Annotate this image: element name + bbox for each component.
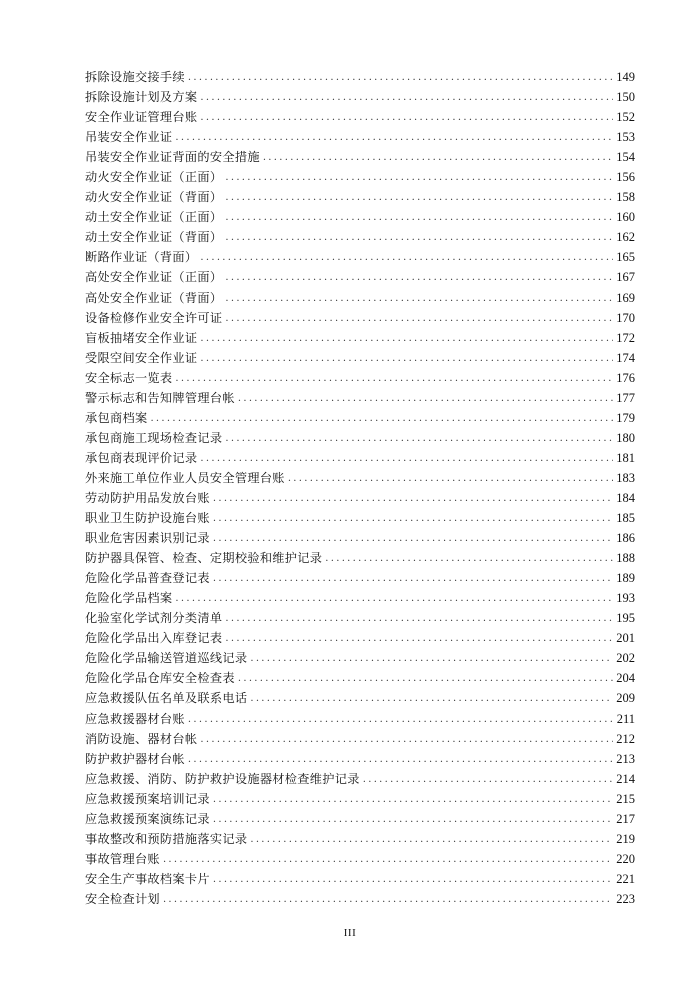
toc-entry-title: 应急救援预案演练记录 [85,811,210,826]
toc-entry-title: 断路作业证（背面） [85,250,198,265]
toc-entry-page-number: 223 [616,891,635,906]
toc-entry-page-number: 185 [616,511,635,526]
toc-entry-page-number: 169 [616,290,635,305]
dot-leader [200,329,613,349]
toc-entry-page-number: 201 [616,631,635,646]
toc-entry[interactable] [85,608,635,628]
toc-entry-page-number: 186 [616,531,635,546]
toc-entry-page-number: 211 [616,711,635,726]
toc-entry-page-number: 183 [616,470,635,485]
dot-leader [225,268,613,288]
dot-leader [200,349,613,369]
table-of-contents [85,67,635,909]
toc-entry-page-number: 153 [616,130,635,145]
dot-leader [213,810,613,830]
toc-entry[interactable] [85,688,635,708]
toc-entry-page-number: 189 [616,571,635,586]
toc-entry[interactable] [85,328,635,348]
toc-entry-page-number: 154 [616,150,635,165]
toc-entry[interactable] [85,87,635,107]
toc-entry-title: 动火安全作业证（正面） [85,170,223,185]
dot-leader [213,790,613,810]
toc-entry[interactable] [85,508,635,528]
toc-entry[interactable] [85,729,635,749]
toc-entry[interactable] [85,829,635,849]
toc-entry[interactable] [85,749,635,769]
toc-entry-title: 吊装安全作业证 [85,130,173,145]
dot-leader [200,248,613,268]
toc-entry-title: 职业卫生防护设施台账 [85,511,210,526]
toc-entry-page-number: 195 [616,611,635,626]
toc-entry[interactable] [85,408,635,428]
dot-leader [250,689,613,709]
toc-entry[interactable] [85,147,635,167]
dot-leader [225,309,613,329]
toc-entry[interactable] [85,869,635,889]
toc-entry-page-number: 167 [616,270,635,285]
dot-leader [213,529,613,549]
toc-entry[interactable] [85,548,635,568]
toc-entry-page-number: 204 [616,671,635,686]
dot-leader [225,429,613,449]
dot-leader [250,830,613,850]
dot-leader [225,228,613,248]
toc-entry-page-number: 217 [616,811,635,826]
toc-entry[interactable] [85,348,635,368]
toc-entry-title: 外来施工单位作业人员安全管理台账 [85,470,285,485]
toc-entry[interactable] [85,107,635,127]
toc-entry-page-number: 165 [616,250,635,265]
toc-entry-page-number: 150 [616,90,635,105]
toc-entry-page-number: 174 [616,350,635,365]
toc-entry[interactable] [85,267,635,287]
toc-entry-title: 拆除设施交接手续 [85,70,185,84]
toc-entry-title: 危险化学品档案 [85,591,173,606]
toc-entry[interactable] [85,588,635,608]
dot-leader [225,188,613,208]
dot-leader [238,669,613,689]
toc-entry-title: 应急救援预案培训记录 [85,791,210,806]
toc-entry[interactable] [85,568,635,588]
toc-entry-title: 设备检修作业安全许可证 [85,310,223,325]
toc-entry-page-number: 156 [616,170,635,185]
toc-entry[interactable] [85,648,635,668]
toc-entry-title: 消防设施、器材台帐 [85,731,198,746]
toc-entry-page-number: 149 [616,70,635,84]
toc-entry-page-number: 215 [616,791,635,806]
toc-entry-title: 动土安全作业证（正面） [85,210,223,225]
dot-leader [225,168,613,188]
toc-entry[interactable] [85,789,635,809]
toc-entry-page-number: 152 [616,110,635,125]
toc-entry-page-number: 176 [616,370,635,385]
toc-entry[interactable] [85,127,635,147]
dot-leader [200,449,613,469]
toc-entry-title: 化验室化学试剂分类清单 [85,611,223,626]
dot-leader [175,369,613,389]
toc-entry[interactable] [85,488,635,508]
toc-entry[interactable] [85,709,635,729]
toc-entry-page-number: 170 [616,310,635,325]
toc-entry-title: 危险化学品出入库登记表 [85,631,223,646]
toc-entry-page-number: 172 [616,330,635,345]
dot-leader [250,649,613,669]
toc-entry-title: 安全检查计划 [85,891,160,906]
dot-leader [238,389,613,409]
toc-entry-title: 吊装安全作业证背面的安全措施 [85,150,260,165]
toc-entry[interactable] [85,247,635,267]
toc-entry-title: 危险化学品普查登记表 [85,571,210,586]
toc-entry-title: 危险化学品输送管道巡线记录 [85,651,248,666]
toc-entry-title: 应急救援、消防、防护救护设施器材检查维护记录 [85,771,360,786]
dot-leader [150,409,613,429]
dot-leader [225,609,613,629]
dot-leader [175,128,613,148]
toc-entry-page-number: 184 [616,490,635,505]
toc-entry[interactable] [85,308,635,328]
toc-entry-title: 受限空间安全作业证 [85,350,198,365]
toc-entry-title: 警示标志和告知牌管理台帐 [85,390,235,405]
dot-leader [363,770,613,790]
toc-entry-title: 高处安全作业证（正面） [85,270,223,285]
dot-leader [225,208,613,228]
toc-entry-page-number: 162 [616,230,635,245]
dot-leader [213,569,613,589]
toc-entry-page-number: 188 [616,551,635,566]
toc-entry[interactable] [85,207,635,227]
toc-entry[interactable] [85,668,635,688]
dot-leader [325,549,613,569]
toc-entry-page-number: 220 [616,851,635,866]
toc-entry[interactable] [85,628,635,648]
toc-entry-title: 动火安全作业证（背面） [85,190,223,205]
toc-entry-title: 应急救援队伍名单及联系电话 [85,691,248,706]
toc-entry[interactable] [85,889,635,909]
toc-entry-title: 劳动防护用品发放台账 [85,490,210,505]
dot-leader [188,710,613,730]
toc-entry[interactable] [85,809,635,829]
toc-entry-page-number: 209 [616,691,635,706]
toc-entry-title: 事故管理台账 [85,851,160,866]
toc-entry[interactable] [85,227,635,247]
toc-entry-title: 应急救援器材台账 [85,711,185,726]
toc-entry-page-number: 219 [616,831,635,846]
toc-entry-title: 安全作业证管理台账 [85,110,198,125]
dot-leader [163,850,613,870]
toc-entry-title: 危险化学品仓库安全检查表 [85,671,235,686]
dot-leader [200,88,613,108]
toc-entry[interactable] [85,167,635,187]
toc-entry-page-number: 179 [616,410,635,425]
toc-entry[interactable] [85,468,635,488]
dot-leader [288,469,613,489]
toc-entry-page-number: 212 [616,731,635,746]
toc-entry-page-number: 213 [616,751,635,766]
dot-leader [225,629,613,649]
dot-leader [188,68,613,88]
toc-entry-title: 安全生产事故档案卡片 [85,871,210,886]
toc-entry[interactable] [85,528,635,548]
toc-entry-page-number: 221 [616,871,635,886]
toc-entry[interactable] [85,428,635,448]
toc-entry-title: 高处安全作业证（背面） [85,290,223,305]
dot-leader [163,890,613,910]
toc-entry-title: 安全标志一览表 [85,370,173,385]
dot-leader [200,108,613,128]
toc-entry-title: 承包商档案 [85,410,148,425]
dot-leader [200,730,613,750]
toc-entry[interactable] [85,849,635,869]
toc-entry-page-number: 214 [616,771,635,786]
toc-entry[interactable] [85,187,635,207]
dot-leader [225,289,613,309]
toc-entry-page-number: 202 [616,651,635,666]
toc-entry-page-number: 181 [616,450,635,465]
toc-entry[interactable] [85,67,635,87]
toc-entry-title: 职业危害因素识别记录 [85,531,210,546]
toc-entry-title: 承包商表现评价记录 [85,450,198,465]
toc-entry[interactable] [85,769,635,789]
toc-entry-title: 动土安全作业证（背面） [85,230,223,245]
dot-leader [263,148,613,168]
toc-entry-page-number: 160 [616,210,635,225]
toc-entry-title: 防护器具保管、检查、定期校验和维护记录 [85,551,323,566]
toc-entry-page-number: 193 [616,591,635,606]
dot-leader [213,489,613,509]
toc-entry-title: 事故整改和预防措施落实记录 [85,831,248,846]
toc-entry-page-number: 180 [616,430,635,445]
toc-entry[interactable] [85,288,635,308]
dot-leader [175,589,613,609]
toc-entry[interactable] [85,448,635,468]
dot-leader [213,509,613,529]
toc-entry-page-number: 177 [616,390,635,405]
toc-entry-page-number: 158 [616,190,635,205]
toc-entry[interactable] [85,368,635,388]
dot-leader [213,870,613,890]
page-number: III [343,927,357,939]
toc-entry-title: 承包商施工现场检查记录 [85,430,223,445]
dot-leader [188,750,613,770]
toc-entry-title: 盲板抽堵安全作业证 [85,330,198,345]
toc-entry-title: 防护救护器材台帐 [85,751,185,766]
toc-entry[interactable] [85,388,635,408]
toc-entry-title: 拆除设施计划及方案 [85,90,198,105]
